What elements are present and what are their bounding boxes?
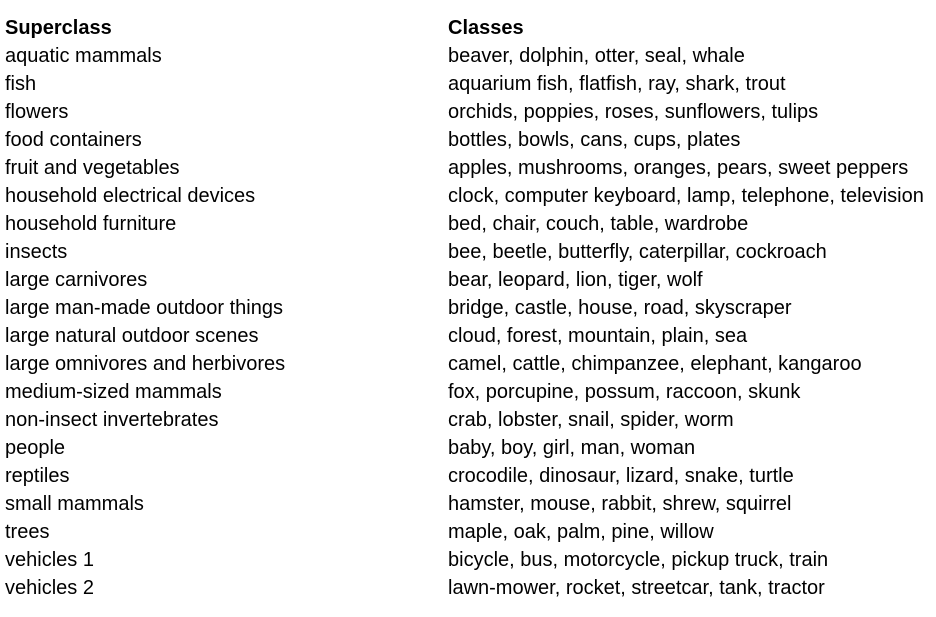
classes-header: Classes <box>448 17 524 39</box>
table-row <box>5 434 931 462</box>
table-header-row <box>5 14 931 42</box>
table-row <box>5 266 931 294</box>
superclass-header: Superclass <box>5 17 112 39</box>
table-row <box>5 70 931 98</box>
classes-cell: baby, boy, girl, man, woman <box>448 437 696 459</box>
classes-cell: bed, chair, couch, table, wardrobe <box>448 213 749 235</box>
classes-cell: bridge, castle, house, road, skyscraper <box>448 297 792 319</box>
table-row <box>5 182 931 210</box>
classes-cell: bee, beetle, butterfly, caterpillar, cockroach <box>448 241 827 263</box>
superclass-cell: fruit and vegetables <box>5 157 180 179</box>
table-row <box>5 350 931 378</box>
superclass-cell: flowers <box>5 101 69 123</box>
classes-cell: crab, lobster, snail, spider, worm <box>448 409 734 431</box>
superclass-cell: large man-made outdoor things <box>5 297 283 319</box>
superclass-cell: vehicles 2 <box>5 577 94 599</box>
table-row <box>5 406 931 434</box>
superclass-table <box>5 14 931 602</box>
classes-cell: aquarium fish, flatfish, ray, shark, trout <box>448 73 786 95</box>
table-row <box>5 238 931 266</box>
table-row <box>5 574 931 602</box>
table-row <box>5 294 931 322</box>
table-body <box>5 42 931 602</box>
superclass-cell: insects <box>5 241 68 263</box>
table-row <box>5 210 931 238</box>
superclass-cell: aquatic mammals <box>5 45 162 67</box>
classes-cell: hamster, mouse, rabbit, shrew, squirrel <box>448 493 792 515</box>
classes-cell: bottles, bowls, cans, cups, plates <box>448 129 741 151</box>
table-row <box>5 518 931 546</box>
classes-cell: orchids, poppies, roses, sunflowers, tulips <box>448 101 819 123</box>
classes-cell: lawn-mower, rocket, streetcar, tank, tractor <box>448 577 825 599</box>
classes-cell: crocodile, dinosaur, lizard, snake, turtle <box>448 465 794 487</box>
table-row <box>5 126 931 154</box>
classes-cell: beaver, dolphin, otter, seal, whale <box>448 45 745 67</box>
superclass-cell: medium-sized mammals <box>5 381 222 403</box>
classes-cell: bicycle, bus, motorcycle, pickup truck, train <box>448 549 829 571</box>
table-row <box>5 154 931 182</box>
table-row <box>5 98 931 126</box>
superclass-cell: household electrical devices <box>5 185 256 207</box>
superclass-cell: vehicles 1 <box>5 549 94 571</box>
classes-cell: bear, leopard, lion, tiger, wolf <box>448 269 703 291</box>
classes-cell: maple, oak, palm, pine, willow <box>448 521 714 543</box>
superclass-cell: food containers <box>5 129 142 151</box>
superclass-cell: large carnivores <box>5 269 148 291</box>
table-row <box>5 462 931 490</box>
table-row <box>5 42 931 70</box>
classes-cell: camel, cattle, chimpanzee, elephant, kangaroo <box>448 353 862 375</box>
classes-cell: cloud, forest, mountain, plain, sea <box>448 325 748 347</box>
classes-cell: clock, computer keyboard, lamp, telephone, television <box>448 185 924 207</box>
superclass-cell: large natural outdoor scenes <box>5 325 259 347</box>
classes-cell: apples, mushrooms, oranges, pears, sweet peppers <box>448 157 909 179</box>
classes-cell: fox, porcupine, possum, raccoon, skunk <box>448 381 801 403</box>
superclass-cell: fish <box>5 73 37 95</box>
superclass-cell: non-insect invertebrates <box>5 409 219 431</box>
superclass-cell: people <box>5 437 66 459</box>
superclass-cell: trees <box>5 521 50 543</box>
superclass-cell: large omnivores and herbivores <box>5 353 286 375</box>
table-row <box>5 546 931 574</box>
table-row <box>5 378 931 406</box>
table-row <box>5 490 931 518</box>
superclass-cell: household furniture <box>5 213 177 235</box>
superclass-cell: reptiles <box>5 465 70 487</box>
table-row <box>5 322 931 350</box>
superclass-cell: small mammals <box>5 493 144 515</box>
